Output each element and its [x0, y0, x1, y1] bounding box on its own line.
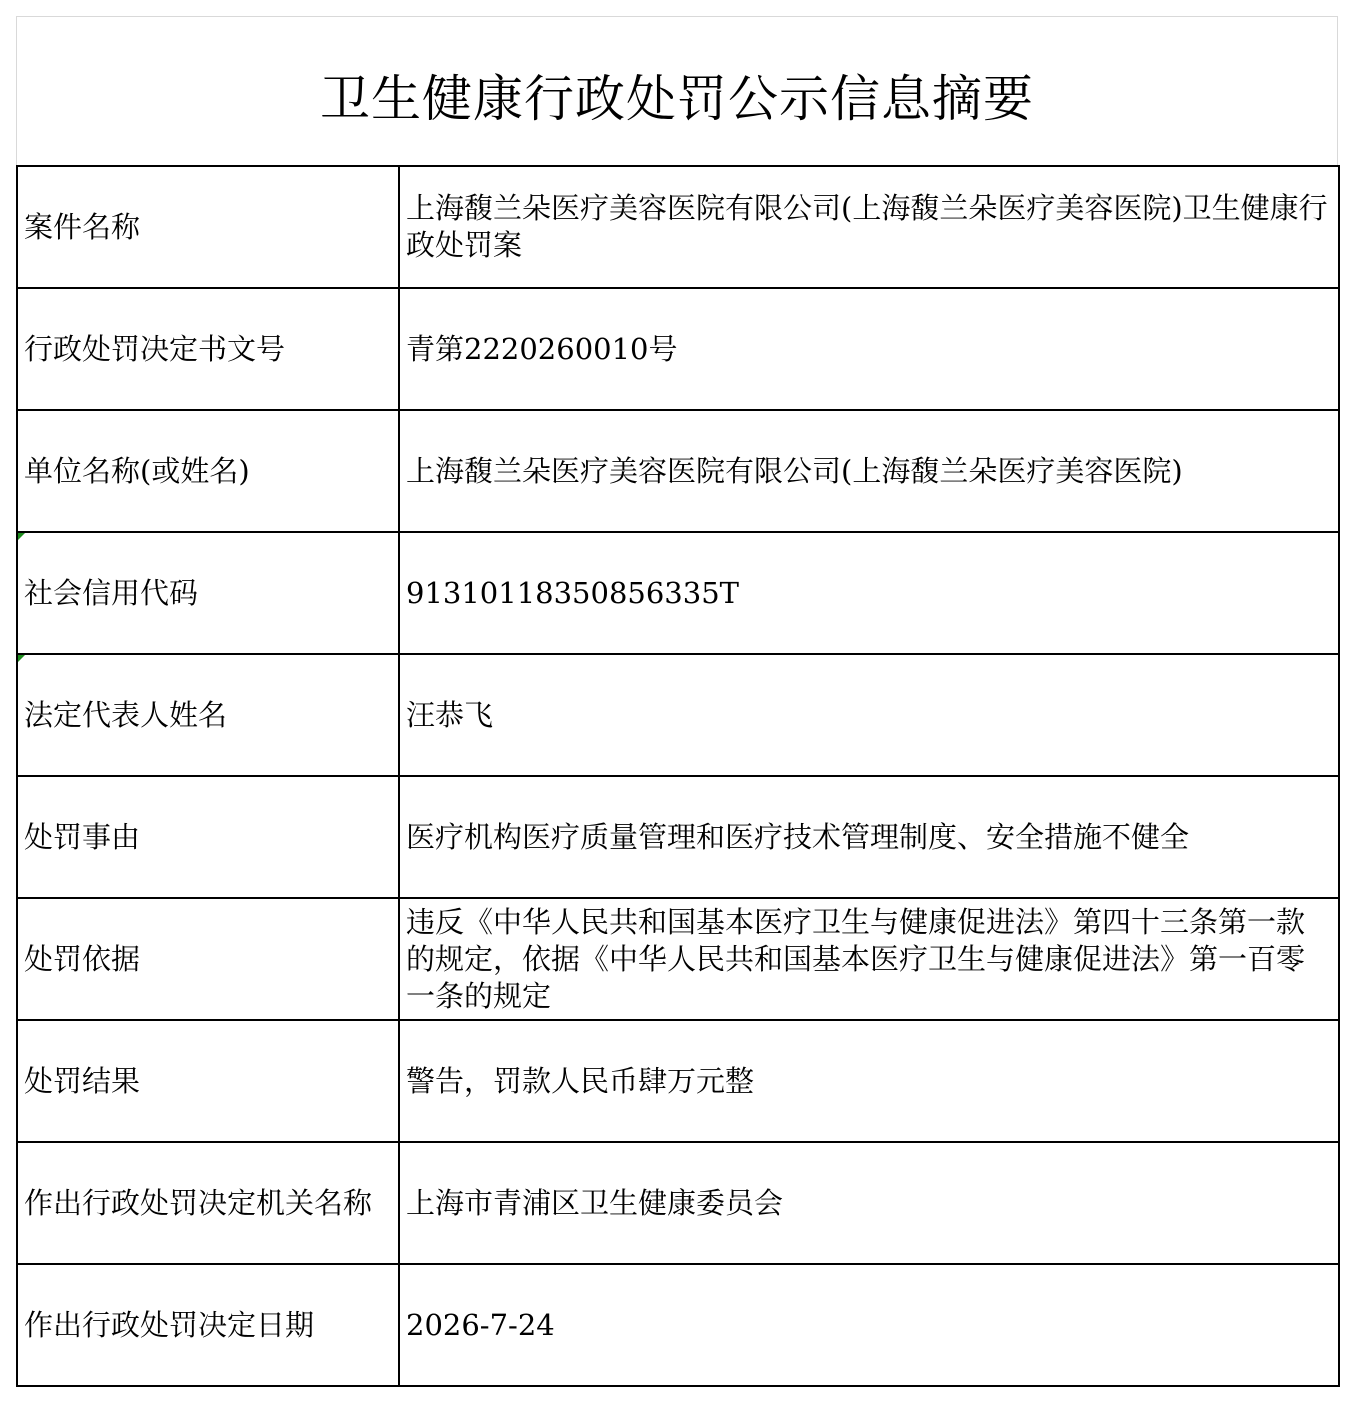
summary-sheet [16, 16, 1338, 1406]
decision-date-label: 作出行政处罚决定日期 [17, 1264, 399, 1386]
cell-comment-indicator-icon [18, 655, 25, 662]
legal-representative-label [17, 654, 399, 776]
credit-code-label [17, 532, 399, 654]
table-row [17, 532, 1339, 654]
credit-code-value: 91310118350856335T [399, 532, 1339, 654]
table-row [17, 1142, 1339, 1264]
table-row [17, 1264, 1339, 1386]
entity-name-value: 上海馥兰朵医疗美容医院有限公司(上海馥兰朵医疗美容医院) [399, 410, 1339, 532]
table-row [17, 654, 1339, 776]
decision-number-value: 青第2220260010号 [399, 288, 1339, 410]
penalty-reason-label: 处罚事由 [17, 776, 399, 898]
case-name-label: 案件名称 [17, 166, 399, 288]
penalty-basis-label: 处罚依据 [17, 898, 399, 1020]
penalty-result-value: 警告，罚款人民币肆万元整 [399, 1020, 1339, 1142]
table-row [17, 1020, 1339, 1142]
cell-comment-indicator-icon [18, 533, 25, 540]
table-row [17, 898, 1339, 1020]
table-row [17, 288, 1339, 410]
decision-date-value: 2026-7-24 [399, 1264, 1339, 1386]
legal-representative-label-text: 法定代表人姓名 [24, 697, 228, 732]
penalty-basis-value: 违反《中华人民共和国基本医疗卫生与健康促进法》第四十三条第一款的规定，依据《中华人民共和国基本医疗卫生与健康促进法》第一百零一条的规定 [399, 898, 1339, 1020]
table-row [17, 776, 1339, 898]
penalty-reason-value: 医疗机构医疗质量管理和医疗技术管理制度、安全措施不健全 [399, 776, 1339, 898]
case-name-value: 上海馥兰朵医疗美容医院有限公司(上海馥兰朵医疗美容医院)卫生健康行政处罚案 [399, 166, 1339, 288]
authority-name-value: 上海市青浦区卫生健康委员会 [399, 1142, 1339, 1264]
authority-name-label: 作出行政处罚决定机关名称 [17, 1142, 399, 1264]
table-row [17, 166, 1339, 288]
legal-representative-value: 汪恭飞 [399, 654, 1339, 776]
credit-code-label-text: 社会信用代码 [24, 575, 199, 610]
info-table [16, 165, 1340, 1387]
title-cell [16, 16, 1338, 165]
penalty-result-label: 处罚结果 [17, 1020, 399, 1142]
entity-name-label: 单位名称(或姓名) [17, 410, 399, 532]
decision-number-label: 行政处罚决定书文号 [17, 288, 399, 410]
table-row [17, 410, 1339, 532]
page-title: 卫生健康行政处罚公示信息摘要 [320, 70, 1034, 128]
